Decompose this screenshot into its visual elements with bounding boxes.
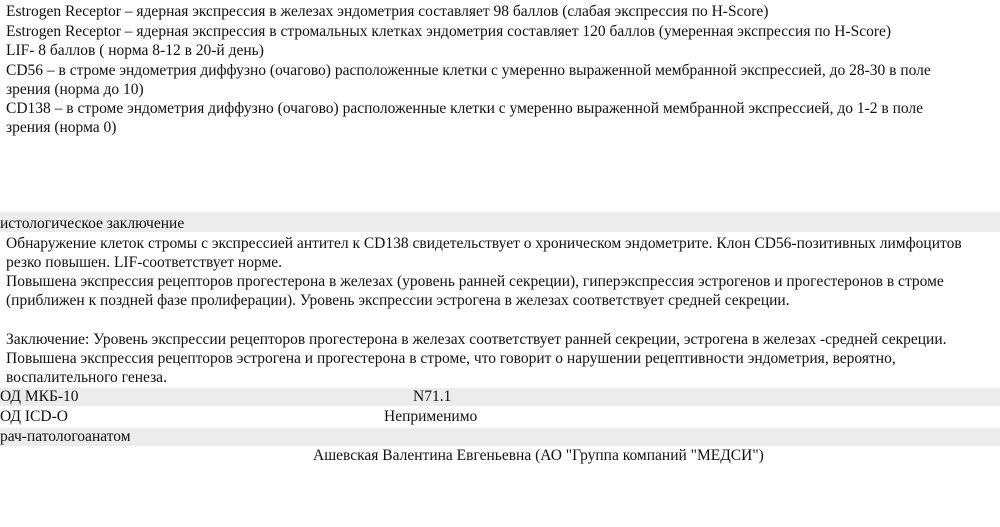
conclusion-line: воспалительного генеза. <box>6 369 167 386</box>
mkb-value: N71.1 <box>413 388 452 405</box>
conclusion-line: Обнаружение клеток стромы с экспрессией антител к CD138 свидетельствует о хроническом эндометрите. Клон CD56-позитивных лимфоцитов <box>6 235 962 252</box>
conclusion-line: резко повышен. LIF-соответствует норме. <box>6 254 283 271</box>
pathologist-row-band <box>0 428 1000 446</box>
section-heading: истологическое заключение <box>0 215 185 232</box>
conclusion-line: (приближен к поздней фазе пролиферации). Уровень экспрессии эстрогена в железах соответствует средней секреции. <box>6 292 790 309</box>
icdo-label: ОД ICD-O <box>0 408 68 425</box>
finding-cd138: CD138 – в строме эндометрия диффузно (очагово) расположенные клетки с умеренно выраженной мембранной экспрессией, до 1-2 в поле <box>6 100 924 117</box>
conclusion-line: Повышена экспрессия рецепторов прогестерона в железах (уровень ранней секреции), гиперэкспрессия эстрогенов и прогестеронов в строме <box>6 273 944 290</box>
finding-cd56: CD56 – в строме эндометрия диффузно (очагово) расположенные клетки с умеренно выраженной мембранной экспрессией, до 28-30 в поле <box>6 62 931 79</box>
finding-er-glands: Estrogen Receptor – ядерная экспрессия в железах эндометрия составляет 98 баллов (слабая экспрессия по H-Score) <box>6 3 769 20</box>
mkb-row-band <box>0 388 1000 406</box>
pathologist-label: рач-патологоанатом <box>0 428 131 445</box>
conclusion-line: Повышена экспрессия рецепторов эстрогена и прогестерона в строме, что говорит о нарушении рецептивности эндометрия, вероятно, <box>6 350 896 367</box>
pathologist-name: Ашевская Валентина Евгеньевна (АО "Группа компаний "МЕДСИ") <box>313 447 764 464</box>
conclusion-line: Заключение: Уровень экспрессии рецепторов прогестерона в железах соответствует ранней секреции, эстрогена в железах -средней секреции. <box>6 331 947 348</box>
finding-er-stroma: Estrogen Receptor – ядерная экспрессия в стромальных клетках эндометрия составляет 120 баллов (умеренная экспрессия по H-Score) <box>6 23 892 40</box>
icdo-value: Неприменимо <box>384 408 478 425</box>
finding-cd56-continued: зрения (норма до 10) <box>6 81 144 98</box>
mkb-label: ОД МКБ-10 <box>0 388 79 405</box>
finding-cd138-continued: зрения (норма 0) <box>6 119 117 136</box>
finding-lif: LIF- 8 баллов ( норма 8-12 в 20-й день) <box>6 42 264 59</box>
